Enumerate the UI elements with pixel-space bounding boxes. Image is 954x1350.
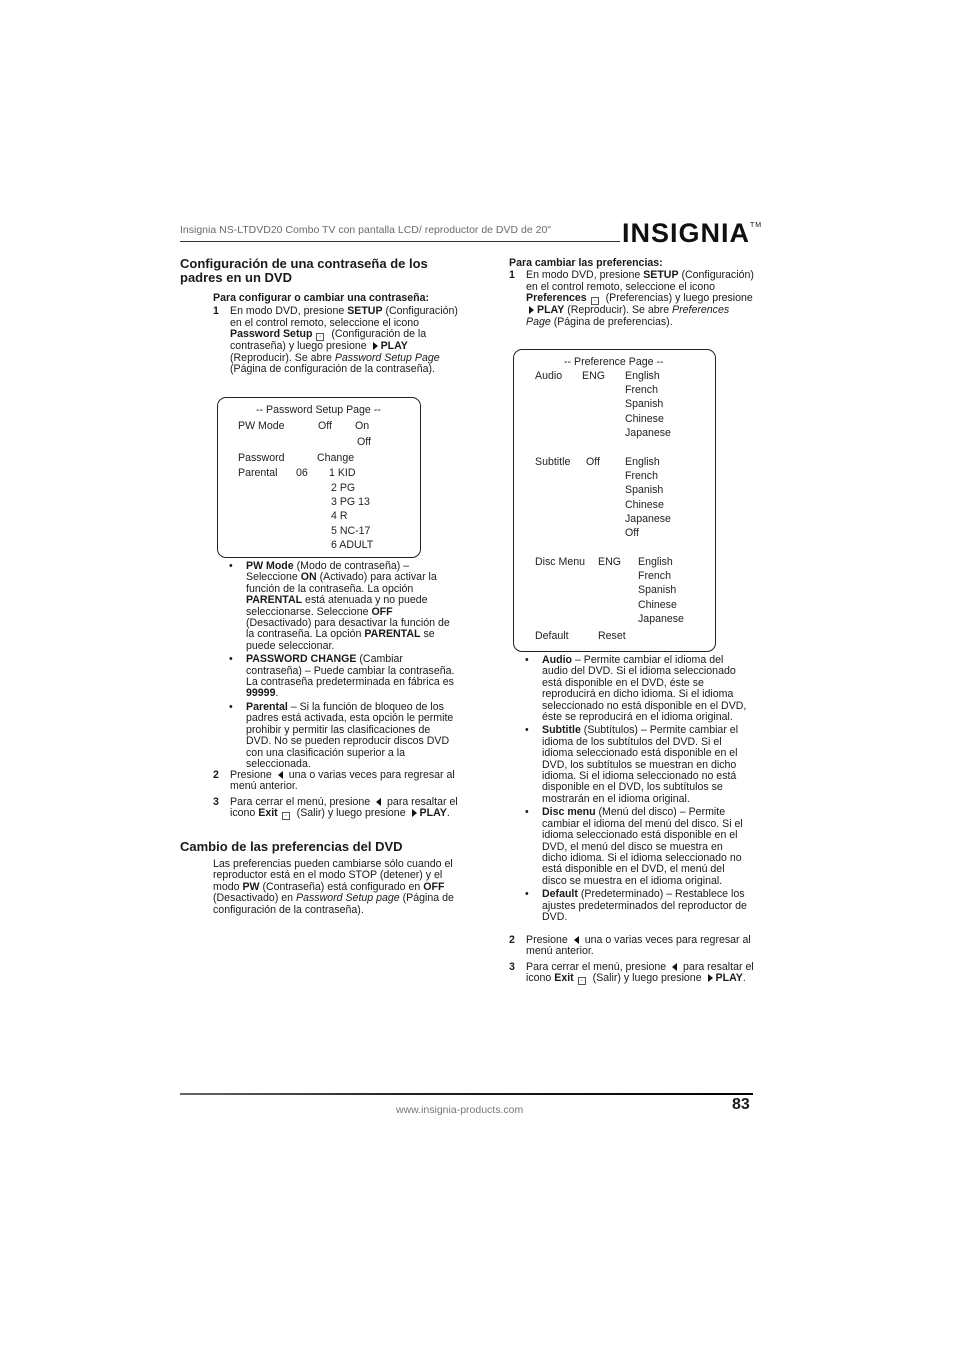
preferences-section <box>180 840 460 854</box>
password-value: Change <box>317 452 355 464</box>
parental-label: Parental <box>238 467 278 479</box>
pw-mode-label: PW Mode <box>238 420 285 432</box>
subtitle-option: French <box>625 470 658 482</box>
bullet-password-change: • PASSWORD CHANGE (Cambiar contraseña) – Puede cambiar la contraseña. La contraseña predeterminada en fábrica es 99999. <box>229 654 455 700</box>
audio-option: English <box>625 370 660 382</box>
subtitle-option: Japanese <box>625 513 671 525</box>
bullet-default: • Default (Predeterminado) – Restablece los ajustes predeterminados del reproductor de DVD. <box>525 889 751 923</box>
left-column <box>180 257 460 285</box>
bullet-disc-menu: • Disc menu (Menú del disco) – Permite cambiar el idioma del menú del disco. Si el idioma seleccionado está disponible en el DVD, el menú del disco se muestra en dicho idioma. Si el idioma seleccionado no está disponible en el DVD, el menú del disco se muestra en el idioma original. <box>525 807 751 887</box>
bullet-pw-mode: • PW Mode (Modo de contraseña) – Seleccione ON (Activado) para activar la función de la contraseña. La opción PARENTAL está atenuada y no puede seleccionarse. Seleccione OFF (Desactivado) para desactivar la función de la contraseña. La opción PARENTAL se puede seleccionar. <box>229 561 455 652</box>
audio-value: ENG <box>582 370 605 382</box>
password-step-1: 1 En modo DVD, presione SETUP (Configuración) en el control remoto, seleccione el icono Password Setup ▫ (Configuración de la contraseña) y luego presione PLAY (Reproducir). Se abre Password Setup Page (Página de configuración de la contraseña). <box>213 305 458 376</box>
osd-title: -- Preference Page -- <box>564 356 664 368</box>
password-subheading: Para configurar o cambiar una contraseña: <box>213 292 430 304</box>
password-step-3: 3 Para cerrar el menú, presione para resaltar el icono Exit ▫ (Salir) y luego presione PLAY. <box>213 795 458 820</box>
left-arrow-icon <box>278 771 283 779</box>
rating-level: 2 PG <box>331 482 356 494</box>
subtitle-option: Chinese <box>625 499 664 511</box>
preferences-step-1: 1 En modo DVD, presione SETUP (Configuración) en el control remoto, seleccione el icono Preferences ▫ (Preferencias) y luego presione PLAY (Reproducir). Se abre Preferences Page (Página de preferencias). <box>509 269 754 328</box>
preferences-icon: ▫ <box>591 297 599 305</box>
section-heading-password: Configuración de una contraseña de los padres en un DVD <box>180 256 428 285</box>
audio-option: Japanese <box>625 427 671 439</box>
disc-menu-option: Spanish <box>638 584 677 596</box>
exit-icon: ▫ <box>578 977 586 985</box>
left-bullets <box>229 559 455 770</box>
insignia-logo: INSIGNIA™ <box>622 218 763 248</box>
left-arrow-icon <box>672 963 677 971</box>
pw-mode-option-off: Off <box>357 436 371 448</box>
right-procedure <box>509 258 754 328</box>
disc-menu-label: Disc Menu <box>535 556 586 568</box>
disc-menu-option: Chinese <box>638 599 677 611</box>
preferences-subheading: Para cambiar las preferencias: <box>509 257 663 269</box>
right-arrow-icon <box>529 306 534 314</box>
disc-menu-value: ENG <box>598 556 621 568</box>
pw-mode-value: Off <box>318 420 332 432</box>
preference-page-osd <box>513 349 716 652</box>
password-setup-icon: ▫ <box>316 333 324 341</box>
page-number: 83 <box>732 1096 750 1113</box>
subtitle-option: English <box>625 456 660 468</box>
footer-url: www.insignia-products.com <box>396 1104 524 1116</box>
exit-icon: ▫ <box>282 812 290 820</box>
subtitle-label: Subtitle <box>535 456 571 468</box>
left-steps-2-3 <box>213 770 458 820</box>
subtitle-option: Off <box>625 527 639 539</box>
right-arrow-icon <box>373 342 378 350</box>
password-setup-osd <box>217 397 421 558</box>
default-label: Default <box>535 630 569 642</box>
default-value: Reset <box>598 630 626 642</box>
preferences-step-3: 3 Para cerrar el menú, presione para resaltar el icono Exit ▫ (Salir) y luego presione PLAY. <box>509 960 754 985</box>
osd-title: -- Password Setup Page -- <box>256 404 381 416</box>
disc-menu-option: Japanese <box>638 613 684 625</box>
password-step-2: 2 Presione una o varias veces para regresar al menú anterior. <box>213 769 455 793</box>
section-heading-preferences: Cambio de las preferencias del DVD <box>180 839 403 854</box>
bullet-audio: • Audio – Permite cambiar el idioma del audio del DVD. Si el idioma seleccionado está disponible en el DVD, éste se reproducirá en dicho idioma. Si el idioma seleccionado no está disponible en el DVD, éste se reproducirá en el idioma original. <box>525 655 751 723</box>
left-arrow-icon <box>376 798 381 806</box>
bullet-subtitle: • Subtitle (Subtítulos) – Permite cambiar el idioma de los subtítulos del DVD. Si el idioma seleccionado está disponible en el DVD, los subtítulos se muestran en dicho idioma. Si el idioma seleccionado no está disponible en el DVD, los subtítulos se mostrarán en el idioma original. <box>525 725 751 805</box>
rating-level: 5 NC-17 <box>331 525 371 537</box>
rating-level: 4 R <box>331 510 348 522</box>
preferences-intro <box>213 859 458 916</box>
disc-menu-option: French <box>638 570 671 582</box>
bullet-parental: • Parental – Si la función de bloqueo de los padres está activada, esta opción le permite prohibir y permitir las clasificaciones de DVD. No se pueden reproducir discos DVD con una clasificación superior a la seleccionada. <box>229 702 455 770</box>
preferences-step-2: 2 Presione una o varias veces para regresar al menú anterior. <box>509 934 751 958</box>
right-steps-2-3 <box>509 935 754 985</box>
running-header: Insignia NS-LTDVD20 Combo TV con pantalla LCD/ reproductor de DVD de 20" <box>180 224 552 236</box>
audio-option: Chinese <box>625 413 664 425</box>
rating-level: 1 KID <box>329 467 356 479</box>
subtitle-option: Spanish <box>625 484 664 496</box>
right-bullets <box>525 653 751 923</box>
audio-label: Audio <box>535 370 563 382</box>
parental-value: 06 <box>296 467 308 479</box>
footer-rule <box>180 1093 753 1095</box>
rating-level: 6 ADULT <box>331 539 374 551</box>
rating-level: 3 PG 13 <box>331 496 370 508</box>
right-arrow-icon <box>708 974 713 982</box>
audio-option: French <box>625 384 658 396</box>
header-rule <box>180 241 620 242</box>
audio-option: Spanish <box>625 398 664 410</box>
left-procedure <box>213 293 458 375</box>
disc-menu-option: English <box>638 556 673 568</box>
right-arrow-icon <box>412 809 417 817</box>
left-arrow-icon <box>574 936 579 944</box>
pw-mode-option-on: On <box>355 420 370 432</box>
subtitle-value: Off <box>586 456 600 468</box>
password-label: Password <box>238 452 285 464</box>
preferences-paragraph: Las preferencias pueden cambiarse sólo cuando el reproductor está en el modo STOP (detener) y el modo PW (Contraseña) está configurado en OFF (Desactivado) en Password Setup page (Página de configuración de la contraseña). <box>213 858 454 916</box>
